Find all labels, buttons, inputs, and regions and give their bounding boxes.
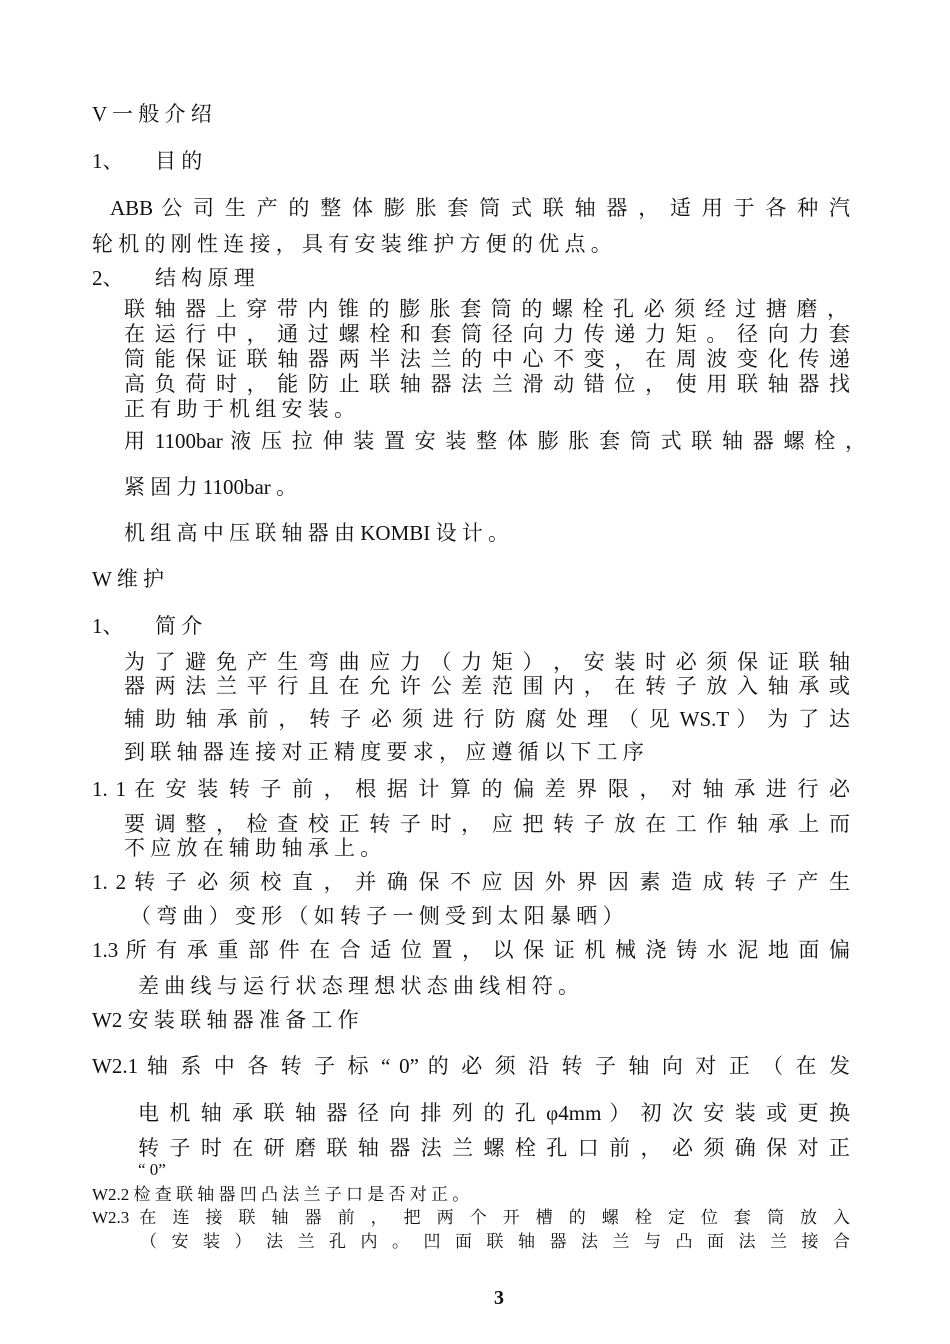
paragraph-line: 联 轴 器 上 穿 带 内 锥 的 膨 胀 套 筒 的 螺 栓 孔 必 须 经 过 搪 磨 ， <box>124 297 848 321</box>
paragraph-line: 正 有 助 于 机 组 安 装 。 <box>124 397 355 421</box>
list-item-1-2: 1. 2 转 子 必 须 校 直 ， 并 确 保 不 应 因 外 界 因 素 造 成 转 子 产 生 <box>92 870 850 894</box>
paragraph-line: 辅 助 轴 承 前 ， 转 子 必 须 进 行 防 腐 处 理 （ 见 WS.T ） 为 了 达 <box>124 707 850 731</box>
list-item-w2-2: W2.2 检 查 联 轴 器 凹 凸 法 兰 子 口 是 否 对 正 。 <box>92 1185 470 1204</box>
paragraph-line: 到 联 轴 器 连 接 对 正 精 度 要 求 ， 应 遵 循 以 下 工 序 <box>124 740 644 764</box>
paragraph-line: 机 组 高 中 压 联 轴 器 由 KOMBI 设 计 。 <box>124 521 510 545</box>
subheading-w2: W2 安 装 联 轴 器 准 备 工 作 <box>92 1008 359 1032</box>
page-number: 3 <box>494 1287 504 1309</box>
paragraph-line: “ 0” <box>138 1160 166 1179</box>
paragraph-line: 不 应 放 在 辅 助 轴 承 上 。 <box>124 836 382 860</box>
paragraph-line: 要 调 整 ， 检 查 校 正 转 子 时 ， 应 把 转 子 放 在 工 作 轴 承 上 而 <box>124 812 850 836</box>
paragraph-line: 为 了 避 免 产 生 弯 曲 应 力 （ 力 矩 ） ， 安 装 时 必 须 保 证 联 轴 <box>124 650 850 674</box>
list-item-w2-1: W2.1 轴 系 中 各 转 子 标 “ 0” 的 必 须 沿 转 子 轴 向 对 正 （ 在 发 <box>92 1054 850 1078</box>
subheading-purpose: 1、 目 的 <box>92 149 203 173</box>
section-heading-w: W 维 护 <box>92 567 164 591</box>
paragraph-line: 轮 机 的 刚 性 连 接 ， 具 有 安 装 维 护 方 便 的 优 点 。 <box>92 232 612 256</box>
paragraph-line: （ 安 装 ） 法 兰 孔 内 。 凹 面 联 轴 器 法 兰 与 凸 面 法 兰 接 合 <box>140 1232 850 1251</box>
paragraph-line: （ 弯 曲 ） 变 形 （ 如 转 子 一 侧 受 到 太 阳 暴 晒 ） <box>130 904 624 928</box>
subheading-intro: 1、 简 介 <box>92 614 203 638</box>
paragraph-line: 筒 能 保 证 联 轴 器 两 半 法 兰 的 中 心 不 变 ， 在 周 波 变 化 传 递 <box>124 347 850 371</box>
paragraph-line: 紧 固 力 1100bar 。 <box>124 475 298 499</box>
paragraph-line: 用 1100bar 液 压 拉 伸 装 置 安 装 整 体 膨 胀 套 筒 式 联 轴 器 螺 栓 ， <box>124 429 866 453</box>
paragraph-line: 电 机 轴 承 联 轴 器 径 向 排 列 的 孔 φ4mm ） 初 次 安 装 或 更 换 <box>138 1101 850 1125</box>
list-item-w2-3: W2.3 在 连 接 联 轴 器 前 ， 把 两 个 开 槽 的 螺 栓 定 位 套 筒 放 入 <box>92 1208 850 1227</box>
section-heading-v: V 一 般 介 绍 <box>92 102 212 126</box>
paragraph-line: 转 子 时 在 研 磨 联 轴 器 法 兰 螺 栓 孔 口 前 ， 必 须 确 保 对 正 <box>138 1136 850 1160</box>
paragraph-line: 高 负 荷 时 ， 能 防 止 联 轴 器 法 兰 滑 动 错 位 ， 使 用 联 轴 器 找 <box>124 372 850 396</box>
list-item-1-3: 1.3 所 有 承 重 部 件 在 合 适 位 置 ， 以 保 证 机 械 浇 铸 水 泥 地 面 偏 <box>92 938 850 962</box>
paragraph-line: 在 运 行 中 ， 通 过 螺 栓 和 套 筒 径 向 力 传 递 力 矩 。 径 向 力 套 <box>124 322 850 346</box>
subheading-structure: 2、 结 构 原 理 <box>92 266 255 290</box>
list-item-1-1: 1. 1 在 安 装 转 子 前 ， 根 据 计 算 的 偏 差 界 限 ， 对 轴 承 进 行 必 <box>92 777 850 801</box>
paragraph-line: 差 曲 线 与 运 行 状 态 理 想 状 态 曲 线 相 符 。 <box>138 974 579 998</box>
paragraph-line: ABB 公 司 生 产 的 整 体 膨 胀 套 筒 式 联 轴 器 ， 适 用 于 各 种 汽 <box>110 196 850 220</box>
paragraph-line: 器 两 法 兰 平 行 且 在 允 许 公 差 范 围 内 ， 在 转 子 放 入 轴 承 或 <box>124 674 850 698</box>
